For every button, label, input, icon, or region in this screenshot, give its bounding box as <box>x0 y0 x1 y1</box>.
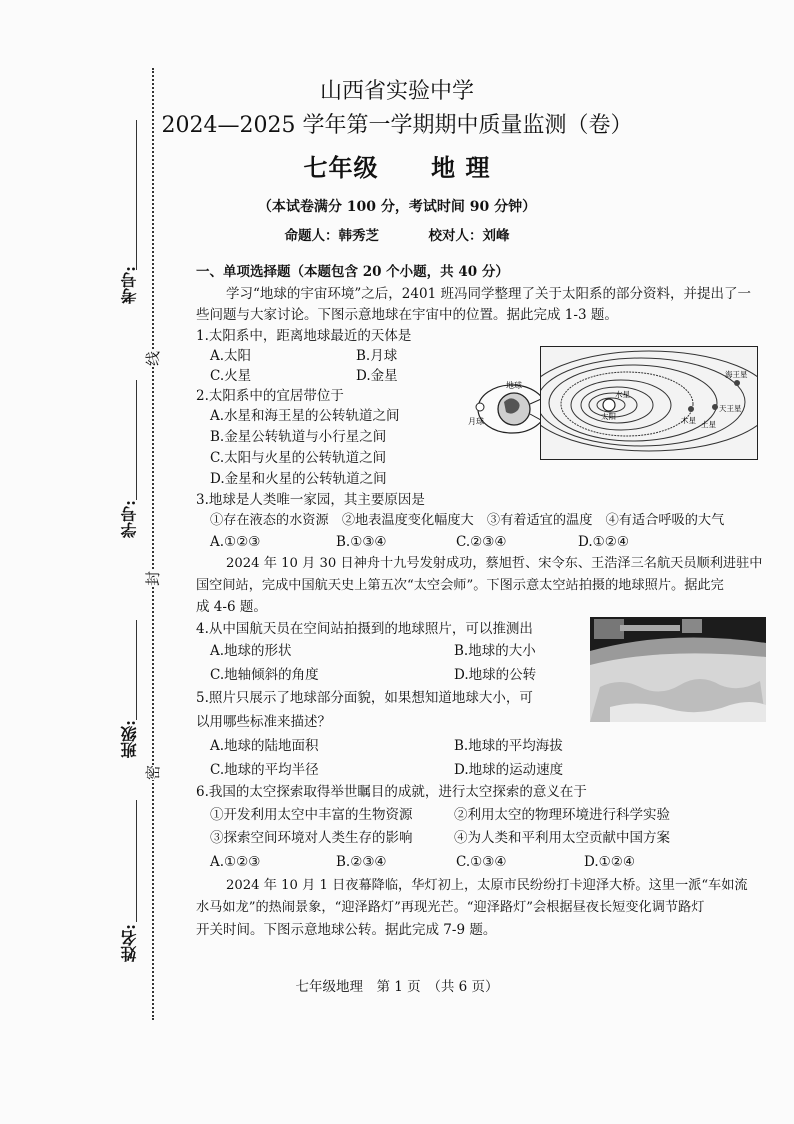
question-2-option-c[interactable]: C.太阳与火星的公转轨道之间 <box>210 450 387 466</box>
question-2-option-a[interactable]: A.水星和海王星的公转轨道之间 <box>210 408 400 424</box>
mercury-label: 水星 <box>615 390 630 399</box>
question-4-option-c[interactable]: C.地轴倾斜的角度 <box>210 667 319 683</box>
question-1-option-c[interactable]: C.火星 <box>210 368 252 384</box>
intro-paragraph-line: 开关时间。下图示意地球公转。据此完成 7-9 题。 <box>196 922 497 938</box>
solar-system-diagram <box>541 347 757 459</box>
uranus-label: 天王星 <box>719 404 742 413</box>
sun-label: 太阳 <box>601 412 616 421</box>
grade-subject-title <box>0 148 794 183</box>
question-5-stem-cont: 以用哪些标准来描述？ <box>196 714 331 730</box>
earth-photo-graphic <box>590 617 766 722</box>
question-2-option-d[interactable]: D.金星和火星的公转轨道之间 <box>210 471 387 487</box>
question-4-option-a[interactable]: A.地球的形状 <box>210 643 292 659</box>
saturn-label: 土星 <box>701 420 716 429</box>
intro-paragraph-line: 2024 年 10 月 1 日夜幕降临，华灯初上，太原市民纷纷打卡迎泽大桥。这里一派“车如流 <box>226 878 748 893</box>
page-footer: 七年级地理 第 1 页 （共 6 页） <box>295 979 499 995</box>
class-label: 班级: <box>120 720 139 758</box>
author-line <box>0 224 794 244</box>
intro-paragraph-line: 成 4-6 题。 <box>196 599 267 615</box>
exam-number-blank[interactable] <box>136 120 137 270</box>
question-6-statement-4: ④为人类和平利用太空贡献中国方案 <box>454 830 670 846</box>
seal-mi-char: 密 <box>144 764 163 781</box>
intro-paragraph-line: 国空间站，完成中国航天史上第五次“太空会师”。下图示意太空站拍摄的地球照片。据此完 <box>196 578 724 593</box>
subject-text: 地 理 <box>431 153 491 182</box>
earth-label: 地球 <box>506 381 522 390</box>
question-2-stem: 2.太阳系中的宜居带位于 <box>196 388 344 404</box>
proofreader-text: 校对人：刘峰 <box>428 228 510 244</box>
question-6-statement-1: ①开发利用太空中丰富的生物资源 <box>210 807 413 823</box>
question-3-statements: ①存在液态的水资源 ②地表温度变化幅度大 ③有着适宜的温度 ④有适合呼吸的大气 <box>210 513 725 528</box>
intro-paragraph-line: 水马如龙”的热闹景象，“迎泽路灯”再现光芒。“迎泽路灯”会根据昼夜长短变化调节路灯 <box>196 900 705 915</box>
class-blank[interactable] <box>136 620 137 720</box>
name-label: 姓名: <box>120 924 139 962</box>
question-6-option-c[interactable]: C.①③④ <box>456 854 507 870</box>
seal-feng-char: 封 <box>144 570 163 587</box>
question-1-stem: 1.太阳系中，距离地球最近的天体是 <box>196 328 412 344</box>
question-3-option-b[interactable]: B.①③④ <box>336 534 387 550</box>
solar-system-figure <box>540 346 758 460</box>
seal-line-char: 线 <box>144 350 163 367</box>
question-4-option-b[interactable]: B.地球的大小 <box>454 643 536 659</box>
grade-text: 七年级 <box>303 153 379 182</box>
question-5-option-b[interactable]: B.地球的平均海拔 <box>454 738 563 754</box>
moon-icon <box>476 403 484 411</box>
school-title: 山西省实验中学 <box>319 79 474 104</box>
question-6-statement-3: ③探索空间环境对人类生存的影响 <box>210 830 413 846</box>
question-6-stem: 6.我国的太空探索取得举世瞩目的成就，进行太空探索的意义在于 <box>196 784 587 800</box>
intro-paragraph-line: 2024 年 10 月 30 日神舟十九号发射成功，蔡旭哲、宋令东、王浩泽三名航天员顺利进驻中 <box>226 556 763 571</box>
exam-number-label: 考号: <box>120 266 139 304</box>
question-5-stem: 5.照片只展示了地球部分面貌，如果想知道地球大小，可 <box>196 690 533 706</box>
author-text: 命题人：韩秀芝 <box>284 228 380 244</box>
student-number-label: 学号: <box>120 500 139 538</box>
question-3-stem: 3.地球是人类唯一家园，其主要原因是 <box>196 492 425 508</box>
planet-dot <box>688 406 694 412</box>
jupiter-label: 木星 <box>681 416 696 425</box>
intro-paragraph-line: 学习“地球的宇宙环境”之后，2401 班冯同学整理了关于太阳系的部分资料，并提出了一 <box>226 286 751 302</box>
question-1-option-b[interactable]: B.月球 <box>356 348 398 364</box>
question-3-option-c[interactable]: C.②③④ <box>456 534 507 550</box>
question-1-option-a[interactable]: A.太阳 <box>210 348 252 364</box>
intro-paragraph-line: 些问题与大家讨论。下图示意地球在宇宙中的位置。据此完成 1-3 题。 <box>196 307 618 323</box>
question-6-option-d[interactable]: D.①②④ <box>584 854 635 870</box>
name-blank[interactable] <box>136 800 137 922</box>
question-6-statement-2: ②利用太空的物理环境进行科学实验 <box>454 807 670 823</box>
section-heading: 一、单项选择题（本题包含 20 个小题，共 40 分） <box>196 264 509 280</box>
sun-icon <box>603 399 615 411</box>
question-5-option-a[interactable]: A.地球的陆地面积 <box>210 738 319 754</box>
question-5-option-c[interactable]: C.地球的平均半径 <box>210 762 319 778</box>
question-3-option-a[interactable]: A.①②③ <box>210 534 261 550</box>
question-4-option-d[interactable]: D.地球的公转 <box>454 667 537 683</box>
earth-moon-figure <box>464 374 548 444</box>
earth-photo-from-space-station <box>590 617 766 722</box>
question-5-option-d[interactable]: D.地球的运动速度 <box>454 762 564 778</box>
planet-dot <box>734 380 740 386</box>
question-3-option-d[interactable]: D.①②④ <box>578 534 629 550</box>
term-title: 2024—2025 学年第一学期期中质量监测（卷） <box>161 113 633 138</box>
question-1-option-d[interactable]: D.金星 <box>356 368 398 384</box>
question-4-stem: 4.从中国航天员在空间站拍摄到的地球照片，可以推测出 <box>196 621 533 637</box>
neptune-label: 海王星 <box>725 370 748 379</box>
exam-info: （本试卷满分 100 分，考试时间 90 分钟） <box>257 199 537 215</box>
question-6-option-b[interactable]: B.②③④ <box>336 854 387 870</box>
question-6-option-a[interactable]: A.①②③ <box>210 854 261 870</box>
moon-label: 月球 <box>468 417 484 426</box>
planet-dot <box>712 404 718 410</box>
student-number-blank[interactable] <box>136 380 137 500</box>
question-2-option-b[interactable]: B.金星公转轨道与小行星之间 <box>210 429 387 445</box>
